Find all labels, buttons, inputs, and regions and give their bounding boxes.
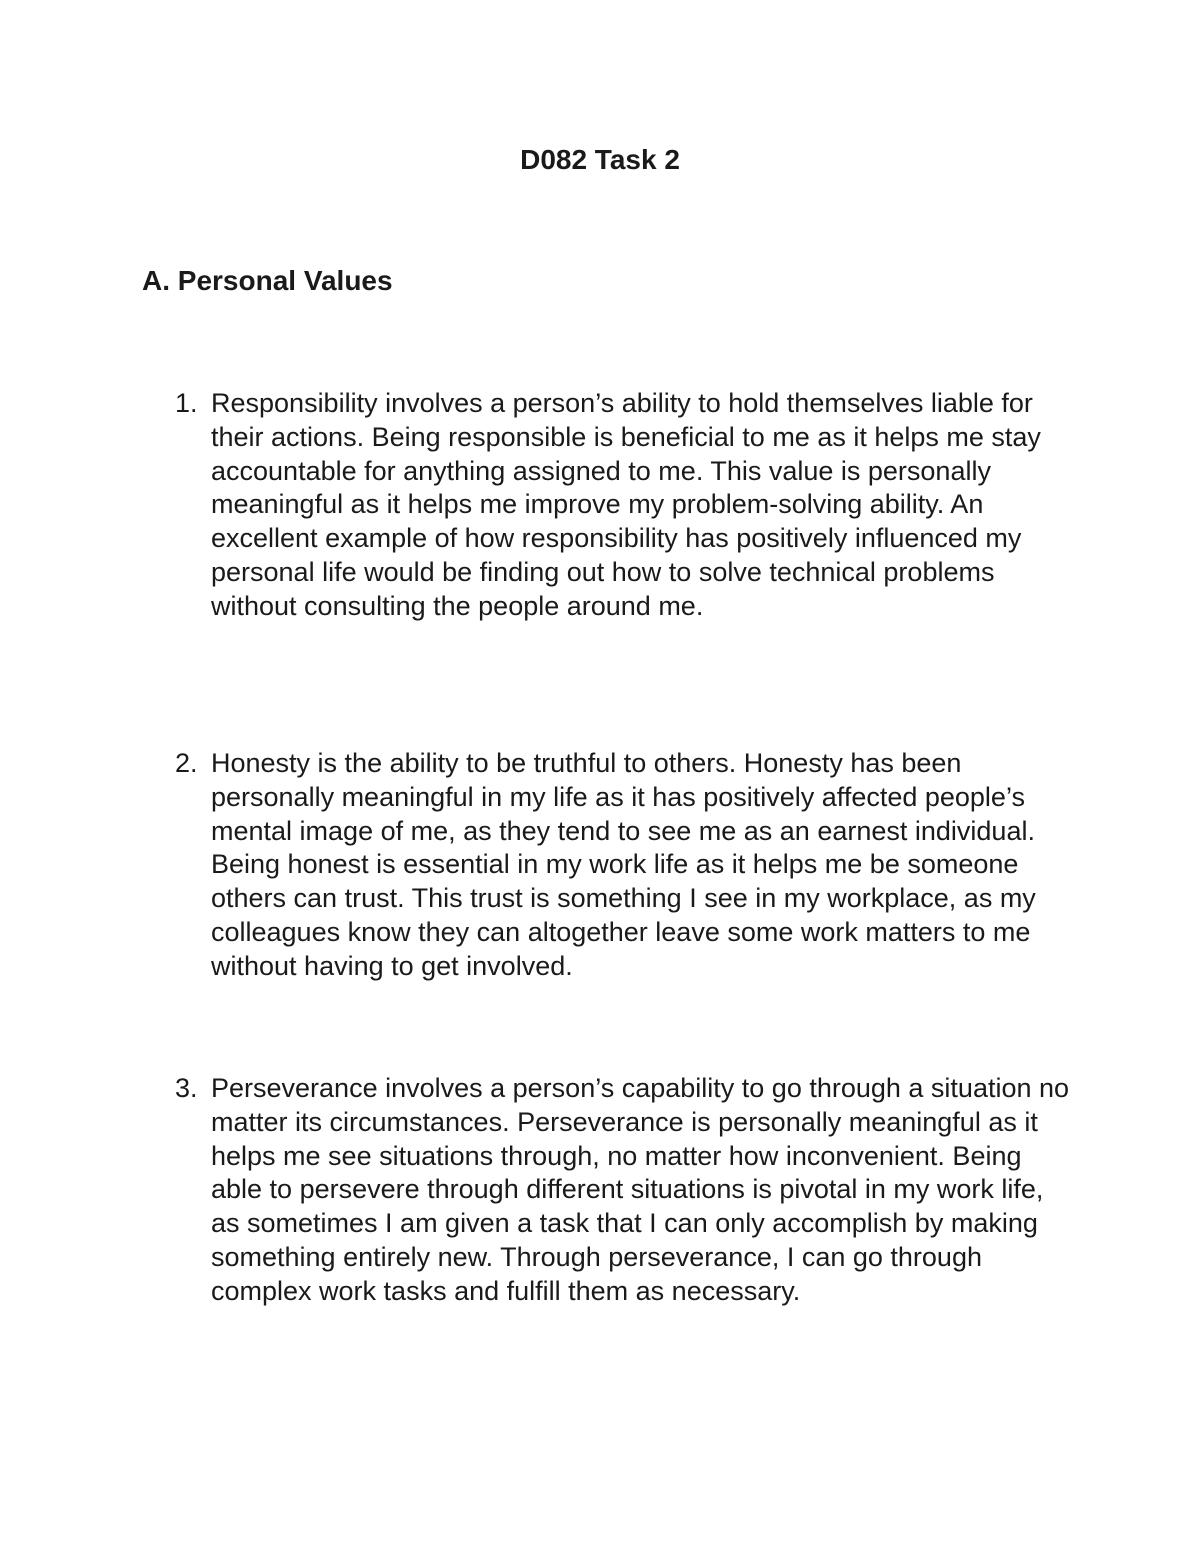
list-item-text: Perseverance involves a person’s capability to go through a situation no matter its circumstances. Perseverance is personally meaningful as it helps me see situations through, no matter how inconvenient. Being able to persevere through different situations is pivotal in my work life, as sometimes I am given a task that I can only accomplish by making something entirely new. Through perseverance, I can go through complex work tasks and fulfill them as necessary.: [211, 1073, 1070, 1306]
document-title: D082 Task 2: [520, 144, 680, 175]
list-item-text: Responsibility involves a person’s ability to hold themselves liable for their actions. Being responsible is beneficial to me as it helps me stay accountable for anything assigned to me. This value is personally meaningful as it helps me improve my problem-solving ability. An excellent example of how responsibility has positively influenced my personal life would be finding out how to solve technical problems without consulting the people around me.: [211, 388, 1041, 621]
list-item-number: 2.: [175, 748, 198, 778]
section-heading: A. Personal Values: [142, 265, 393, 296]
list-item-text: Honesty is the ability to be truthful to others. Honesty has been personally meaningful in my life as it has positively affected people’s mental image of me, as they tend to see me as an earnest individual. Being honest is essential in my work life as it helps me be someone others can trust. This trust is something I see in my workplace, as my colleagues know they can altogether leave some work matters to me without having to get involved.: [211, 748, 1036, 981]
list-item-number: 3.: [175, 1073, 198, 1103]
list-item-number: 1.: [175, 388, 198, 418]
